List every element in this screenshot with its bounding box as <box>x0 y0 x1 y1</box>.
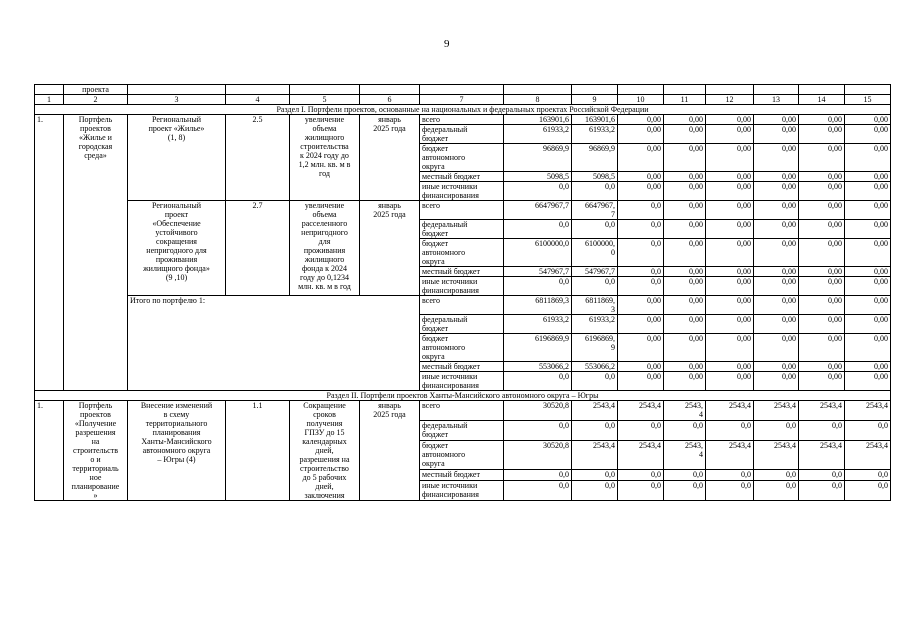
funding-source: местный бюджет <box>420 470 504 481</box>
value-col-14: 0,00 <box>799 296 845 315</box>
value-col-8: 6811869,3 <box>504 296 572 315</box>
value-col-10: 0,0 <box>618 277 664 296</box>
value-col-15: 0,00 <box>845 315 891 334</box>
value-col-12: 0,00 <box>706 201 754 220</box>
table-row <box>35 201 891 220</box>
value-col-9: 96869,9 <box>572 144 618 172</box>
value-col-11: 0,00 <box>664 362 706 372</box>
funding-source: всего <box>420 115 504 125</box>
column-number-cell: 4 <box>226 95 290 105</box>
column-number-cell: 7 <box>420 95 504 105</box>
table-cell <box>128 85 226 95</box>
value-col-11: 0,00 <box>664 315 706 334</box>
value-col-9: 6811869, 3 <box>572 296 618 315</box>
column-number-cell: 8 <box>504 95 572 105</box>
value-col-12: 0,0 <box>706 421 754 441</box>
value-col-15: 0,00 <box>845 172 891 182</box>
value-col-14: 0,00 <box>799 182 845 201</box>
portfolio-name: Портфель проектов «Получение разрешения на строительств о и территориаль ное планирование » <box>64 401 128 501</box>
value-col-12: 0,00 <box>706 182 754 201</box>
project-name: Региональный проект «Обеспечение устойчивого сокращения непригодного для проживания жилищного фонда» (9 ,10) <box>128 201 226 296</box>
table-cell <box>845 85 891 95</box>
value-col-8: 30520,8 <box>504 441 572 470</box>
value-col-8: 30520,8 <box>504 401 572 421</box>
funding-source: федеральный бюджет <box>420 315 504 334</box>
funding-source: всего <box>420 401 504 421</box>
value-col-15: 0,00 <box>845 277 891 296</box>
value-col-13: 0,00 <box>754 172 799 182</box>
value-col-10: 0,00 <box>618 334 664 362</box>
value-col-10: 0,0 <box>618 267 664 277</box>
table-row <box>35 115 891 125</box>
value-col-15: 0,00 <box>845 182 891 201</box>
column-number-cell: 5 <box>290 95 360 105</box>
value-col-14: 0,0 <box>799 480 845 500</box>
column-number-cell: 2 <box>64 95 128 105</box>
value-col-8: 96869,9 <box>504 144 572 172</box>
project-code: 2.5 <box>226 115 290 201</box>
value-col-8: 0,0 <box>504 421 572 441</box>
value-col-13: 0,00 <box>754 315 799 334</box>
value-col-10: 0,00 <box>618 372 664 391</box>
value-col-12: 0,00 <box>706 115 754 125</box>
value-col-11: 0,00 <box>664 239 706 267</box>
page-number: 9 <box>444 38 450 50</box>
value-col-9: 2543,4 <box>572 401 618 421</box>
value-col-14: 0,00 <box>799 220 845 239</box>
value-col-14: 0,00 <box>799 201 845 220</box>
value-col-8: 0,0 <box>504 220 572 239</box>
value-col-9: 547967,7 <box>572 267 618 277</box>
value-col-15: 2543,4 <box>845 441 891 470</box>
table-cell <box>572 85 618 95</box>
project-code: 1.1 <box>226 401 290 501</box>
value-col-9: 163901,6 <box>572 115 618 125</box>
portfolio-number: 1. <box>35 401 64 501</box>
value-col-8: 61933,2 <box>504 315 572 334</box>
value-col-15: 0,00 <box>845 372 891 391</box>
table-cell <box>504 85 572 95</box>
value-col-9: 553066,2 <box>572 362 618 372</box>
portfolio-name: Портфель проектов «Жилье и городская среда» <box>64 115 128 391</box>
value-col-11: 0,00 <box>664 172 706 182</box>
project-name: Внесение изменений в схему территориального планирования Ханты-Мансийского автономного округа – Югры (4) <box>128 401 226 501</box>
column-number-row <box>35 95 891 105</box>
funding-source: федеральный бюджет <box>420 125 504 144</box>
value-col-13: 0,00 <box>754 115 799 125</box>
value-col-13: 2543,4 <box>754 441 799 470</box>
value-col-12: 0,00 <box>706 125 754 144</box>
funding-source: бюджет автономного округа <box>420 334 504 362</box>
value-col-14: 0,00 <box>799 267 845 277</box>
value-col-11: 0,00 <box>664 220 706 239</box>
value-col-14: 0,00 <box>799 362 845 372</box>
value-col-9: 0,0 <box>572 470 618 481</box>
column-number-cell: 6 <box>360 95 420 105</box>
value-col-12: 0,00 <box>706 334 754 362</box>
column-number-cell: 9 <box>572 95 618 105</box>
value-col-8: 61933,2 <box>504 125 572 144</box>
value-col-8: 0,0 <box>504 277 572 296</box>
table-row <box>35 401 891 421</box>
value-col-14: 0,00 <box>799 315 845 334</box>
table-cell <box>290 85 360 95</box>
funding-source: местный бюджет <box>420 362 504 372</box>
value-col-11: 0,00 <box>664 144 706 172</box>
value-col-10: 2543,4 <box>618 401 664 421</box>
funding-source: иные источники финансирования <box>420 480 504 500</box>
value-col-8: 0,0 <box>504 182 572 201</box>
table-cell <box>664 85 706 95</box>
value-col-9: 61933,2 <box>572 125 618 144</box>
value-col-15: 0,00 <box>845 144 891 172</box>
value-col-10: 0,00 <box>618 296 664 315</box>
project-deadline: январь 2025 года <box>360 115 420 201</box>
value-col-8: 0,0 <box>504 372 572 391</box>
value-col-10: 0,00 <box>618 144 664 172</box>
value-col-11: 0,00 <box>664 267 706 277</box>
value-col-11: 2543, 4 <box>664 441 706 470</box>
value-col-9: 0,0 <box>572 220 618 239</box>
value-col-9: 6196869, 9 <box>572 334 618 362</box>
value-col-10: 0,00 <box>618 125 664 144</box>
value-col-15: 0,00 <box>845 201 891 220</box>
table-cell <box>618 85 664 95</box>
table-cell <box>754 85 799 95</box>
value-col-9: 2543,4 <box>572 441 618 470</box>
funding-source: федеральный бюджет <box>420 220 504 239</box>
value-col-11: 0,00 <box>664 296 706 315</box>
project-indicator: Сокращение сроков получения ГПЗУ до 15 календарных дней, разрешения на строительство до 5 рабочих дней, заключения <box>290 401 360 501</box>
funding-source: местный бюджет <box>420 267 504 277</box>
value-col-12: 2543,4 <box>706 401 754 421</box>
value-col-11: 0,0 <box>664 470 706 481</box>
value-col-14: 0,00 <box>799 115 845 125</box>
funding-source: иные источники финансирования <box>420 182 504 201</box>
value-col-9: 0,0 <box>572 277 618 296</box>
value-col-15: 0,00 <box>845 334 891 362</box>
funding-source: местный бюджет <box>420 172 504 182</box>
value-col-12: 0,00 <box>706 362 754 372</box>
table-cell <box>360 85 420 95</box>
value-col-11: 0,00 <box>664 182 706 201</box>
value-col-14: 0,00 <box>799 239 845 267</box>
value-col-11: 0,0 <box>664 480 706 500</box>
value-col-13: 0,00 <box>754 220 799 239</box>
total-label: Итого по портфелю 1: <box>128 296 420 391</box>
value-col-11: 0,00 <box>664 115 706 125</box>
value-col-12: 0,00 <box>706 239 754 267</box>
portfolio-number: 1. <box>35 115 64 391</box>
column-number-cell: 13 <box>754 95 799 105</box>
table-cell <box>420 85 504 95</box>
value-col-11: 0,0 <box>664 421 706 441</box>
value-col-10: 0,0 <box>618 201 664 220</box>
value-col-11: 2543, 4 <box>664 401 706 421</box>
value-col-13: 0,0 <box>754 421 799 441</box>
value-col-9: 5098,5 <box>572 172 618 182</box>
value-col-10: 0,0 <box>618 239 664 267</box>
value-col-14: 0,00 <box>799 125 845 144</box>
value-col-10: 2543,4 <box>618 441 664 470</box>
value-col-15: 0,0 <box>845 470 891 481</box>
value-col-13: 0,0 <box>754 470 799 481</box>
value-col-9: 6647967, 7 <box>572 201 618 220</box>
value-col-10: 0,00 <box>618 315 664 334</box>
value-col-15: 0,00 <box>845 267 891 277</box>
value-col-11: 0,00 <box>664 125 706 144</box>
value-col-10: 0,0 <box>618 480 664 500</box>
value-col-12: 0,00 <box>706 277 754 296</box>
section-row <box>35 105 891 115</box>
table-cell <box>706 85 754 95</box>
value-col-9: 0,0 <box>572 372 618 391</box>
value-col-13: 0,00 <box>754 334 799 362</box>
funding-source: федеральный бюджет <box>420 421 504 441</box>
funding-source: иные источники финансирования <box>420 372 504 391</box>
value-col-15: 2543,4 <box>845 401 891 421</box>
table-cell <box>226 85 290 95</box>
value-col-12: 0,00 <box>706 267 754 277</box>
value-col-14: 0,00 <box>799 144 845 172</box>
value-col-15: 0,0 <box>845 421 891 441</box>
value-col-13: 0,00 <box>754 201 799 220</box>
value-col-14: 0,0 <box>799 421 845 441</box>
value-col-13: 0,00 <box>754 239 799 267</box>
funding-source: иные источники финансирования <box>420 277 504 296</box>
value-col-15: 0,00 <box>845 239 891 267</box>
value-col-15: 0,00 <box>845 115 891 125</box>
column-number-cell: 11 <box>664 95 706 105</box>
value-col-9: 0,0 <box>572 182 618 201</box>
funding-source: бюджет автономного округа <box>420 239 504 267</box>
value-col-10: 0,0 <box>618 470 664 481</box>
value-col-10: 0,0 <box>618 421 664 441</box>
project-indicator: увеличение объема жилищного строительства к 2024 году до 1,2 млн. кв. м в год <box>290 115 360 201</box>
project-code: 2.7 <box>226 201 290 296</box>
section-title: Раздел II. Портфели проектов Ханты-Мансийского автономного округа – Югры <box>35 391 891 401</box>
value-col-15: 0,00 <box>845 220 891 239</box>
funding-source: бюджет автономного округа <box>420 441 504 470</box>
value-col-15: 0,00 <box>845 125 891 144</box>
value-col-15: 0,00 <box>845 296 891 315</box>
funding-source: всего <box>420 296 504 315</box>
column-number-cell: 14 <box>799 95 845 105</box>
value-col-12: 0,00 <box>706 220 754 239</box>
column-number-cell: 10 <box>618 95 664 105</box>
value-col-11: 0,00 <box>664 277 706 296</box>
value-col-10: 0,00 <box>618 182 664 201</box>
value-col-14: 2543,4 <box>799 441 845 470</box>
total-row <box>35 296 891 315</box>
value-col-11: 0,00 <box>664 372 706 391</box>
value-col-12: 0,00 <box>706 172 754 182</box>
value-col-12: 0,0 <box>706 470 754 481</box>
top-strip-row <box>35 85 891 95</box>
section-row <box>35 391 891 401</box>
value-col-9: 61933,2 <box>572 315 618 334</box>
value-col-13: 0,00 <box>754 267 799 277</box>
value-col-8: 6196869,9 <box>504 334 572 362</box>
value-col-12: 2543,4 <box>706 441 754 470</box>
value-col-8: 0,0 <box>504 470 572 481</box>
value-col-12: 0,00 <box>706 144 754 172</box>
column-number-cell: 15 <box>845 95 891 105</box>
table-cell <box>35 85 64 95</box>
project-deadline: январь 2025 года <box>360 401 420 501</box>
value-col-14: 0,0 <box>799 470 845 481</box>
value-col-13: 0,0 <box>754 480 799 500</box>
value-col-13: 0,00 <box>754 182 799 201</box>
value-col-8: 553066,2 <box>504 362 572 372</box>
project-name: Региональный проект «Жилье» (1, 8) <box>128 115 226 201</box>
value-col-11: 0,00 <box>664 201 706 220</box>
funding-source: бюджет автономного округа <box>420 144 504 172</box>
value-col-10: 0,00 <box>618 172 664 182</box>
value-col-13: 0,00 <box>754 372 799 391</box>
value-col-14: 0,00 <box>799 372 845 391</box>
value-col-14: 0,00 <box>799 172 845 182</box>
value-col-10: 0,00 <box>618 362 664 372</box>
value-col-15: 0,0 <box>845 480 891 500</box>
value-col-11: 0,00 <box>664 334 706 362</box>
table-cell <box>799 85 845 95</box>
project-deadline: январь 2025 года <box>360 201 420 296</box>
project-indicator: увеличение объема расселенного непригодного для проживания жилищного фонда к 2024 году до 0,1234 млн. кв. м в год <box>290 201 360 296</box>
value-col-8: 163901,6 <box>504 115 572 125</box>
value-col-13: 0,00 <box>754 296 799 315</box>
value-col-9: 0,0 <box>572 421 618 441</box>
value-col-9: 0,0 <box>572 480 618 500</box>
column-number-cell: 12 <box>706 95 754 105</box>
report-table <box>34 84 891 501</box>
value-col-13: 0,00 <box>754 362 799 372</box>
value-col-10: 0,0 <box>618 220 664 239</box>
column-number-cell: 3 <box>128 95 226 105</box>
value-col-13: 0,00 <box>754 277 799 296</box>
value-col-8: 6100000,0 <box>504 239 572 267</box>
value-col-8: 0,0 <box>504 480 572 500</box>
value-col-13: 2543,4 <box>754 401 799 421</box>
section-title: Раздел I. Портфели проектов, основанные на национальных и федеральных проектах Российской Федерации <box>35 105 891 115</box>
value-col-15: 0,00 <box>845 362 891 372</box>
value-col-14: 0,00 <box>799 334 845 362</box>
value-col-14: 0,00 <box>799 277 845 296</box>
value-col-14: 2543,4 <box>799 401 845 421</box>
value-col-8: 5098,5 <box>504 172 572 182</box>
value-col-8: 6647967,7 <box>504 201 572 220</box>
value-col-8: 547967,7 <box>504 267 572 277</box>
value-col-9: 6100000, 0 <box>572 239 618 267</box>
value-col-12: 0,0 <box>706 480 754 500</box>
funding-source: всего <box>420 201 504 220</box>
value-col-12: 0,00 <box>706 296 754 315</box>
column-number-cell: 1 <box>35 95 64 105</box>
value-col-12: 0,00 <box>706 372 754 391</box>
top-strip-label: проекта <box>64 85 128 95</box>
value-col-13: 0,00 <box>754 125 799 144</box>
value-col-10: 0,00 <box>618 115 664 125</box>
value-col-12: 0,00 <box>706 315 754 334</box>
value-col-13: 0,00 <box>754 144 799 172</box>
